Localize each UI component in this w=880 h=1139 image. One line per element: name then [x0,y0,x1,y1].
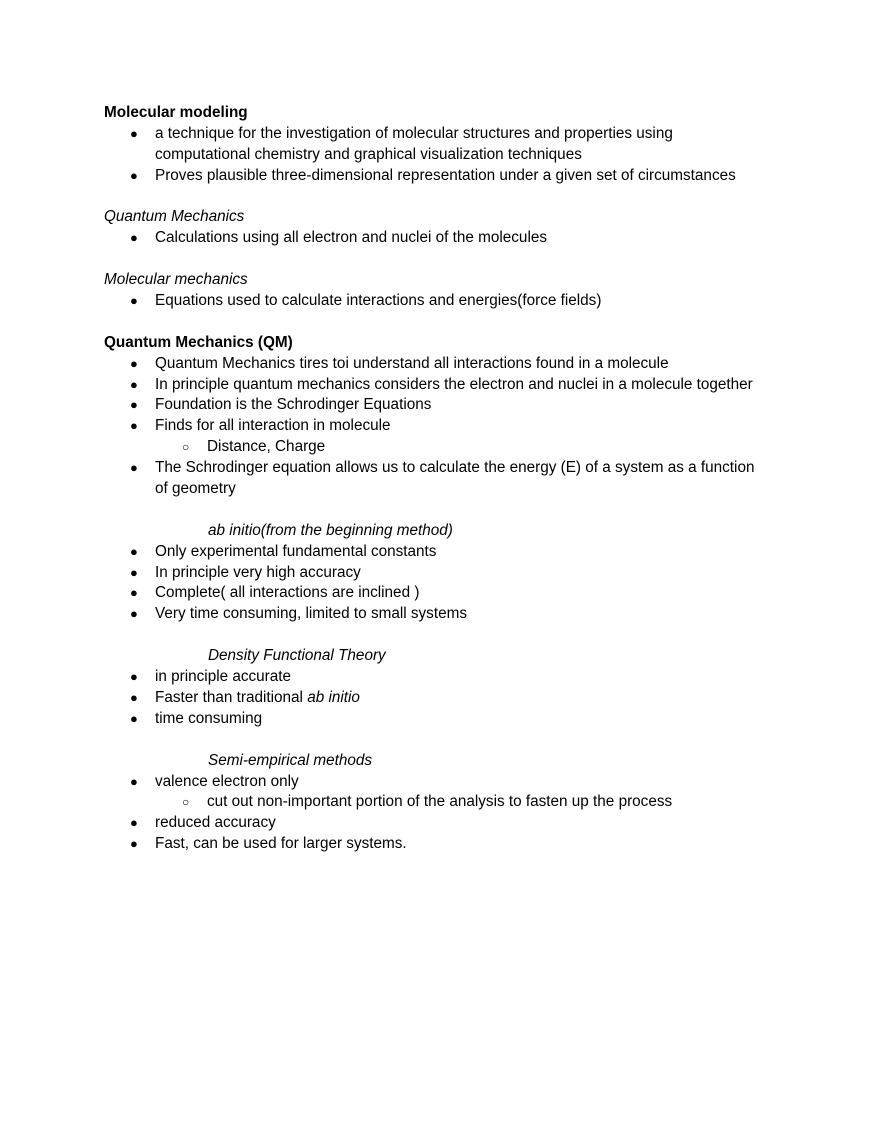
bullet-icon: ● [130,418,138,434]
bullet-icon: ● [130,606,138,622]
heading-qm: Quantum Mechanics (QM) [104,333,293,351]
list-item: ● time consuming [104,709,804,730]
list-item: ● a technique for the investigation of molecular structures and properties using [104,124,804,145]
bullet-icon: ● [130,773,138,789]
bullet-icon: ● [130,689,138,705]
list-item: ● Faster than traditional ab initio [104,688,804,709]
bullet-icon: ● [130,669,138,685]
bullet-icon: ● [130,836,138,852]
list-item: ● Very time consuming, limited to small systems [104,604,804,625]
bullet-icon: ● [130,564,138,580]
list-item: ● Fast, can be used for larger systems. [104,834,804,855]
sub-list-item: ○ cut out non-important portion of the analysis to fasten up the process [104,792,804,813]
list-item: ● reduced accuracy [104,813,804,834]
bullet-icon: ● [130,710,138,726]
bullet-icon: ● [130,397,138,413]
list-item-continuation: of geometry [155,480,236,498]
heading-molecular-modeling: Molecular modeling [104,104,248,121]
list-item: ● In principle quantum mechanics considers the electron and nuclei in a molecule together [104,375,804,396]
sub-bullet-icon: ○ [182,795,190,810]
subheading-dft: Density Functional Theory [208,647,386,665]
subheading-semi-empirical: Semi-empirical methods [208,751,373,769]
heading-molecular-mechanics: Molecular mechanics [104,271,248,289]
list-item: ● Foundation is the Schrodinger Equations [104,395,804,416]
list-item: ● Proves plausible three-dimensional representation under a given set of circumstances [104,166,804,187]
bullet-icon: ● [130,543,138,559]
list-item: ● Only experimental fundamental constants [104,542,804,563]
list-item: ● In principle very high accuracy [104,563,804,584]
list-item: ● Quantum Mechanics tires toi understand all interactions found in a molecule [104,354,804,375]
list-item-continuation: computational chemistry and graphical visualization techniques [155,145,582,163]
sub-list-item: ○ Distance, Charge [104,437,804,458]
bullet-icon: ● [130,293,138,309]
bullet-icon: ● [130,355,138,371]
list-item: ● in principle accurate [104,667,804,688]
document-page [104,103,804,855]
list-item: ● Calculations using all electron and nuclei of the molecules [104,228,804,249]
sub-bullet-icon: ○ [182,440,190,455]
subheading-ab-initio: ab initio(from the beginning method) [208,521,453,539]
bullet-icon: ● [130,376,138,392]
heading-quantum-mechanics: Quantum Mechanics [104,208,245,226]
list-item: ● valence electron only [104,772,804,793]
bullet-icon: ● [130,815,138,831]
bullet-icon: ● [130,585,138,601]
list-item: ● Equations used to calculate interactions and energies(force fields) [104,291,804,312]
list-item: ● Complete( all interactions are inclined ) [104,583,804,604]
bullet-icon: ● [130,460,138,476]
bullet-icon: ● [130,125,138,141]
list-item: ● The Schrodinger equation allows us to calculate the energy (E) of a system as a function [104,458,804,479]
list-item: ● Finds for all interaction in molecule [104,416,804,437]
bullet-icon: ● [130,230,138,246]
bullet-icon: ● [130,167,138,183]
